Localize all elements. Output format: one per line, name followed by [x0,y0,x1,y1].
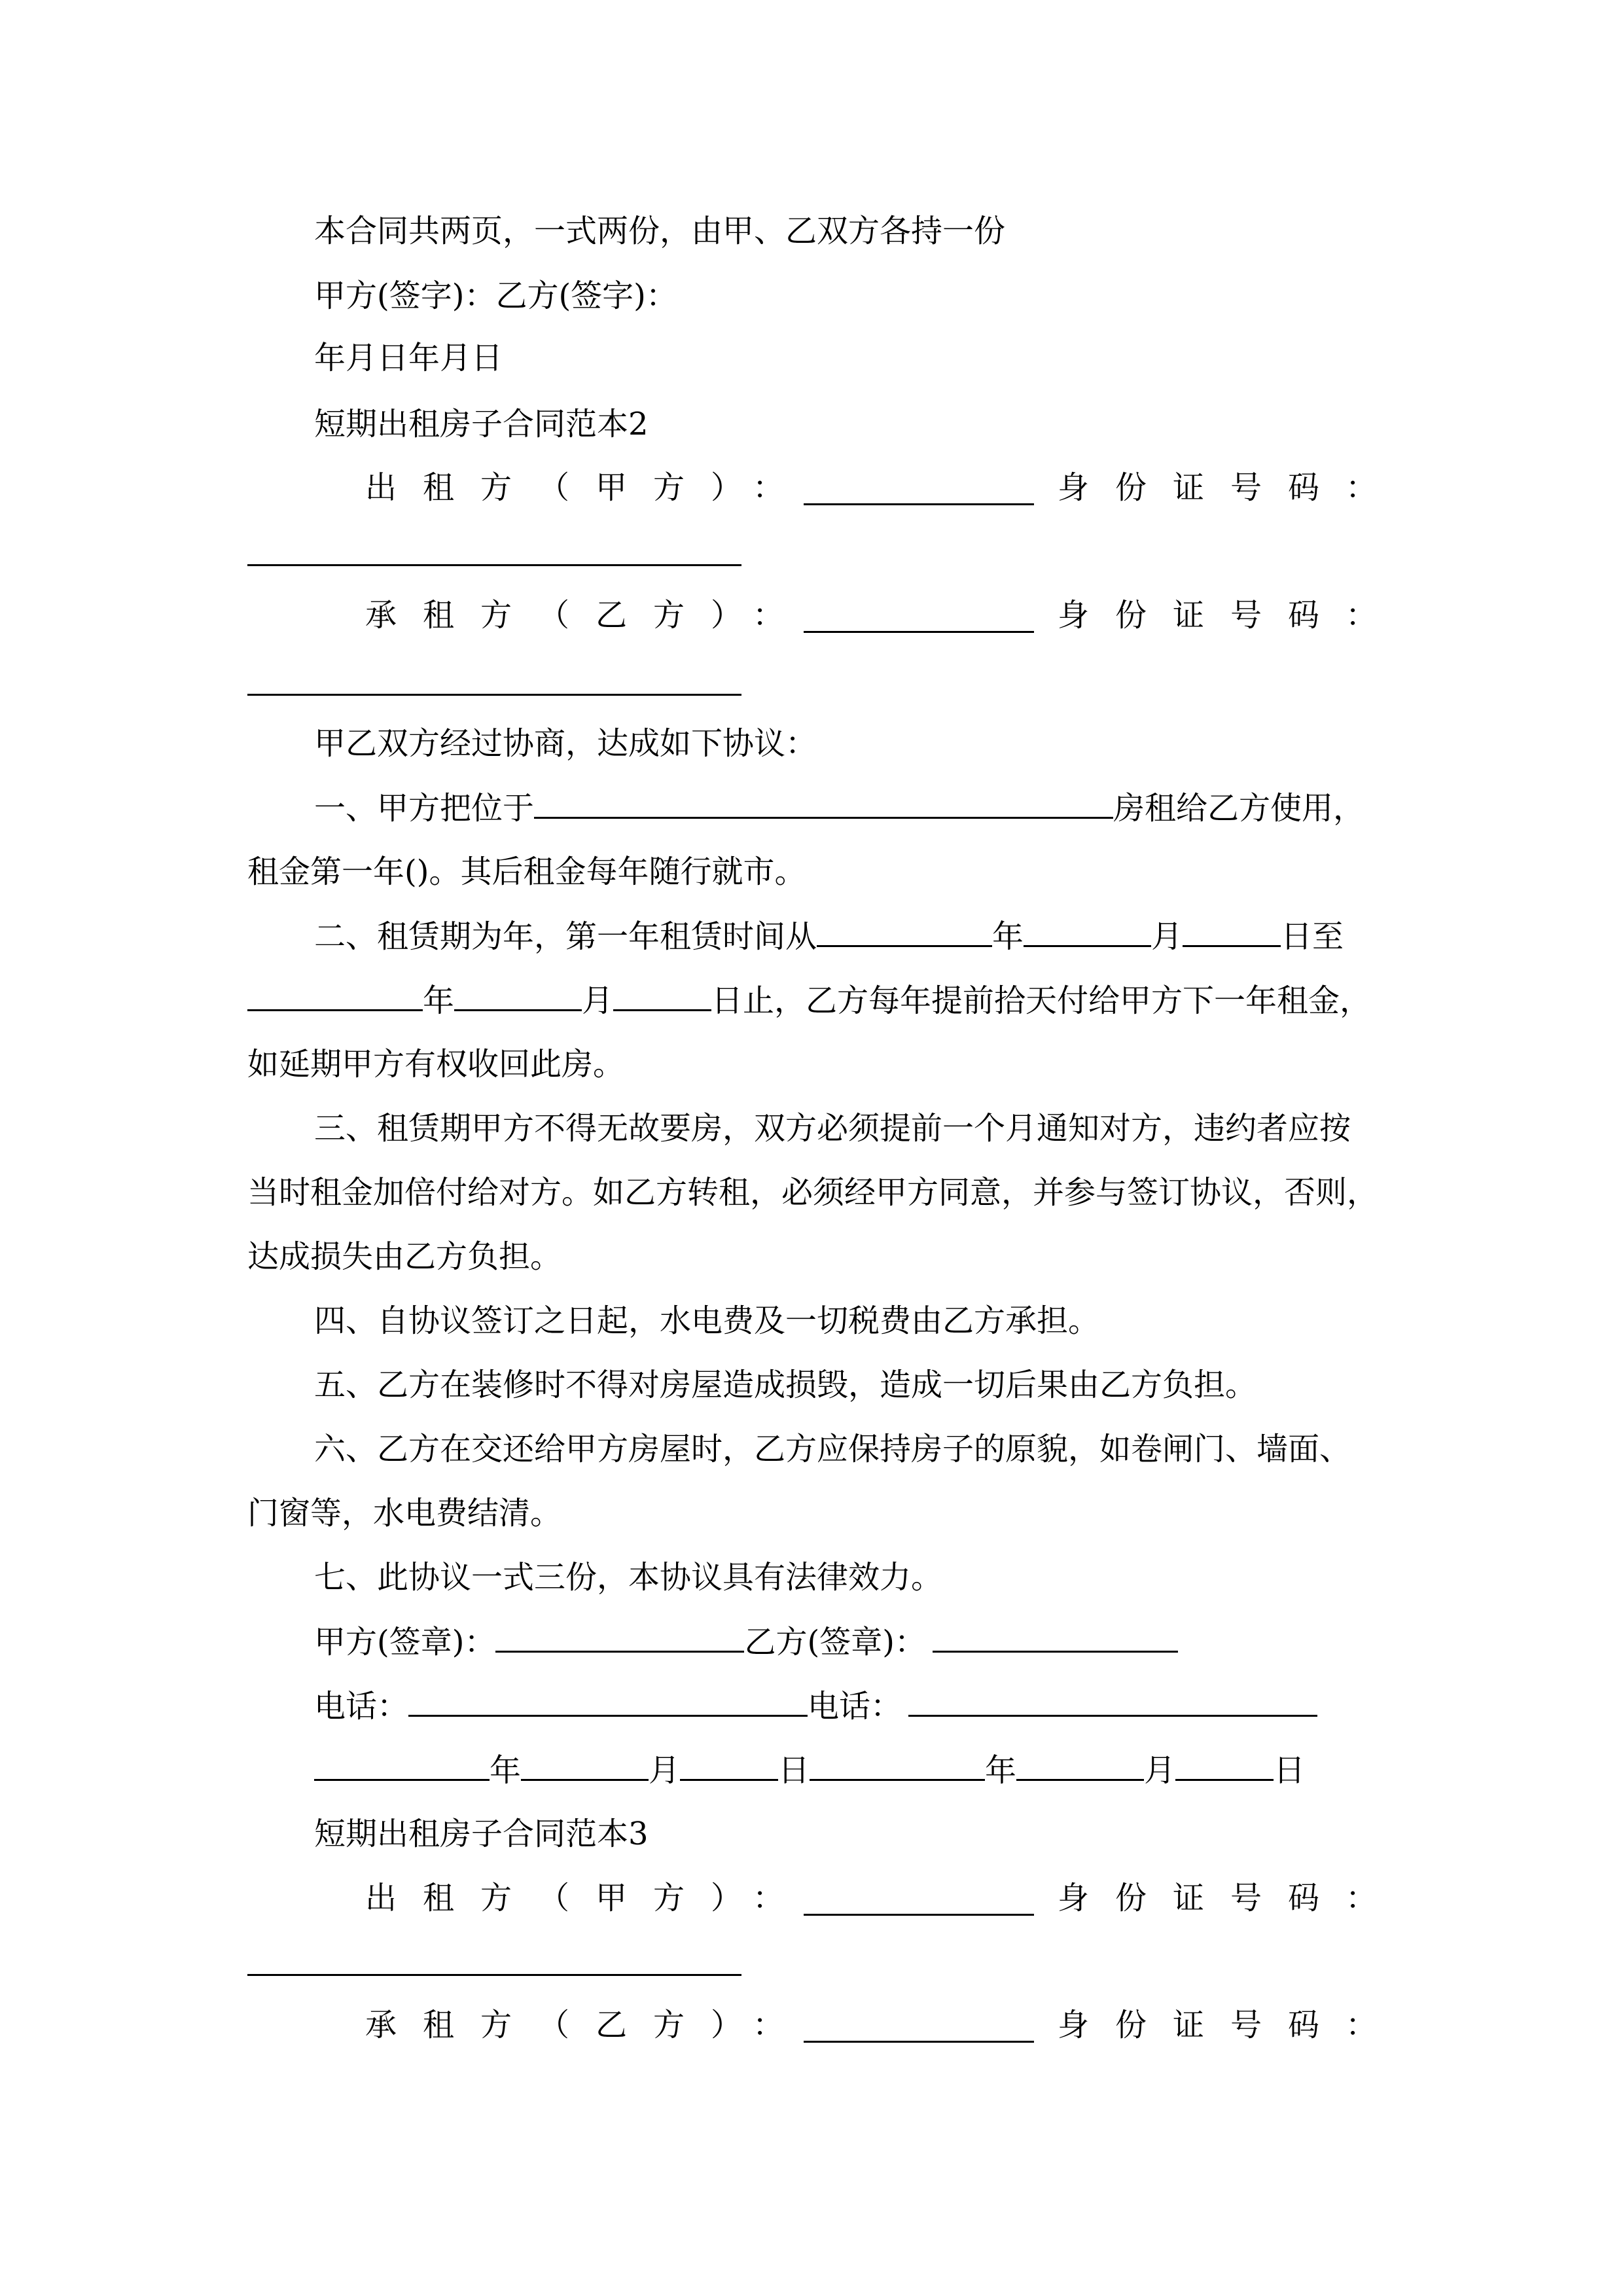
clause-5: 五、乙方在装修时不得对房屋造成损毁，造成一切后果由乙方负担。 [314,1367,1257,1403]
month-label: 月 [1151,918,1183,955]
party-a-seal-label: 甲方(签章)： [314,1624,496,1660]
party-b-seal-blank[interactable] [933,1622,1178,1653]
clause-2-line-1 [314,916,1459,956]
lessee-id-blank[interactable] [247,694,741,696]
day-to-label: 日至 [1281,918,1344,955]
party-a-month-blank[interactable] [521,1750,649,1781]
lessee-label: 承租方（乙方）： [365,2007,811,2043]
clause-1-text-a: 一、甲方把位于 [314,790,535,827]
clause-1-text-b: 房租给乙方使用， [1113,790,1365,827]
lessor-id-label: 身份证号码： [1058,469,1404,506]
lessor-row-3 [365,1878,1404,1918]
year-label: 年 [992,918,1024,955]
clause-3-line-1: 三、租赁期甲方不得无故要房，双方必须提前一个月通知对方，违约者应按 [314,1110,1351,1147]
end-year-blank[interactable] [247,980,423,1011]
lessee-name-blank[interactable] [804,2015,1034,2043]
party-a-phone-label: 电话： [314,1688,409,1725]
signature-row [314,1622,1459,1662]
party-b-phone-blank[interactable] [908,1686,1317,1717]
lessor-label: 出租方（甲方）： [365,1880,811,1916]
start-month-blank[interactable] [1024,916,1151,947]
lessor-id-label: 身份证号码： [1058,1880,1404,1916]
party-b-year-blank[interactable] [810,1750,985,1781]
phone-row [314,1686,1459,1726]
lessee-label: 承租方（乙方）： [365,597,811,634]
party-a-seal-blank[interactable] [495,1622,744,1653]
day-label: 日 [1274,1752,1306,1789]
lessee-id-label: 身份证号码： [1058,597,1404,634]
clause-6-line-1: 六、乙方在交还给甲方房屋时，乙方应保持房子的原貌，如卷闸门、墙面、 [314,1431,1351,1467]
clause-1-line-1 [314,788,1459,828]
party-b-phone-label: 电话： [808,1688,902,1725]
lessee-row [365,596,1404,635]
intro-copies-line: 本合同共两页，一式两份，由甲、乙双方各持一份 [314,213,1006,249]
lessor-id-blank[interactable] [247,564,741,566]
lessee-name-blank[interactable] [804,605,1034,633]
lessor-name-blank[interactable] [804,1888,1034,1916]
clause-1-line-2: 租金第一年()。其后租金每年随行就市。 [247,853,806,890]
lessor-label: 出租方（甲方）： [365,469,811,506]
party-a-year-blank[interactable] [314,1750,490,1781]
party-a-day-blank[interactable] [680,1750,778,1781]
property-location-blank[interactable] [534,788,1113,819]
start-year-blank[interactable] [817,916,992,947]
lessor-id-blank[interactable] [247,1974,741,1976]
clause-2-line-3: 如延期甲方有权收回此房。 [247,1046,625,1083]
day-label: 日 [778,1752,810,1789]
section-title-2: 短期出租房子合同范本2 [314,406,649,442]
year-label: 年 [423,982,455,1019]
clause-2-text-end: 日止，乙方每年提前拾天付给甲方下一年租金， [711,982,1372,1019]
lessor-row [365,468,1404,507]
clause-4: 四、自协议签订之日起，水电费及一切税费由乙方承担。 [314,1302,1100,1339]
party-b-seal-label: 乙方(签章)： [744,1624,926,1660]
intro-signature-line: 甲方(签字)：乙方(签字)： [314,278,677,314]
year-label: 年 [490,1752,522,1789]
lessor-name-blank[interactable] [804,477,1034,505]
clause-3-line-2: 当时租金加倍付给对方。如乙方转租，必须经甲方同意，并参与签订协议，否则， [247,1174,1379,1211]
year-label: 年 [985,1752,1017,1789]
clause-2-line-2 [247,980,1393,1020]
date-row [314,1750,1459,1790]
party-b-day-blank[interactable] [1175,1750,1274,1781]
month-label: 月 [1144,1752,1176,1789]
start-day-blank[interactable] [1183,916,1281,947]
lessee-row-3 [365,2005,1404,2045]
clause-2-text-a: 二、租赁期为年，第一年租赁时间从 [314,918,817,955]
end-day-blank[interactable] [613,980,711,1011]
agreement-intro: 甲乙双方经过协商，达成如下协议： [314,725,817,762]
party-b-month-blank[interactable] [1016,1750,1144,1781]
end-month-blank[interactable] [454,980,582,1011]
party-a-phone-blank[interactable] [408,1686,808,1717]
clause-3-line-3: 达成损失由乙方负担。 [247,1238,562,1275]
month-label: 月 [582,982,614,1019]
section-title-3: 短期出租房子合同范本3 [314,1816,649,1852]
lessee-id-label: 身份证号码： [1058,2007,1404,2043]
clause-7: 七、此协议一式三份，本协议具有法律效力。 [314,1559,943,1596]
intro-date-line: 年月日年月日 [314,340,503,376]
clause-6-line-2: 门窗等，水电费结清。 [247,1495,562,1532]
month-label: 月 [649,1752,681,1789]
